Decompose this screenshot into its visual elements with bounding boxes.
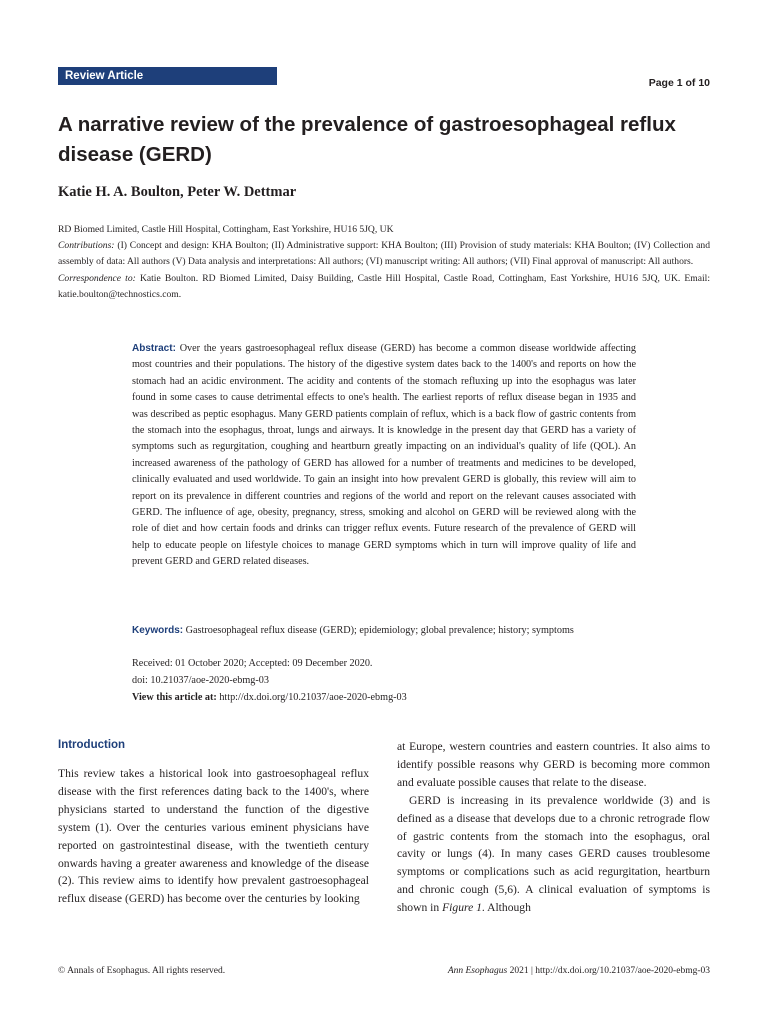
body-column-right [397,738,710,917]
received-date: Received: 01 October 2020; Accepted: 09 December 2020. [132,658,373,669]
abstract [132,341,636,571]
intro-paragraph-3-text-b: . Although [481,901,531,915]
doi: doi: 10.21037/aoe-2020-ebmg-03 [132,674,269,686]
article-title: A narrative review of the prevalence of gastroesophageal reflux disease (GERD) [58,113,676,166]
intro-paragraph-3 [397,792,710,917]
view-article [132,690,636,707]
contributions-label: Contributions: [58,240,115,252]
page-number: Page 1 of 10 [648,77,710,89]
article-type-badge: Review Article [58,67,277,85]
authors: Katie H. A. Boulton, Peter W. Dettmar [58,184,297,200]
intro-paragraph-1: This review takes a historical look into gastroesophageal reflux disease with the first references dating back to the 1400's, where physicians started to understand the function of the digestive system (1). Over the centuries various eminent physicians have reported on gastrointestinal disease, with the twentieth century onwards having a greater awareness and knowledge of the disease (2). This review aims to identify how prevalent gastroesophageal reflux disease (GERD) has become over the centuries by looking [58,767,369,906]
keywords-label: Keywords: [132,625,184,636]
figure-1-link[interactable]: Figure 1 [442,901,482,915]
abstract-label: Abstract: [132,343,176,354]
footer-citation-text: 2021 | http://dx.doi.org/10.21037/aoe-2020-ebmg-03 [507,966,710,976]
correspondence-label: Correspondence to: [58,272,136,284]
footer-citation [448,966,710,976]
article-meta [132,656,636,706]
intro-paragraph-2: at Europe, western countries and eastern countries. It also aims to identify possible reasons why GERD is becoming more common and evaluate possible causes that relate to the disease. [397,740,710,789]
affiliation-block [58,222,710,303]
correspondence-text: Katie Boulton. RD Biomed Limited, Daisy Building, Castle Hill Hospital, Castle Road, Cottingham, East Yorkshire, HU16 5JQ, UK. Email: katie.boulton@technostics.com. [58,272,710,300]
view-label: View this article at: [132,691,217,703]
intro-paragraph-3-text-a: GERD is increasing in its prevalence worldwide (3) and is defined as a disease that develops due to a chronic retrograde flow of gastric contents from the stomach into the esophagus, oral cavity or lungs (4). In many cases GERD causes troublesome symptoms or complications such as acid regurgitation, heartburn and chronic cough (5,6). A clinical evaluation of symptoms is shown in [397,793,710,915]
abstract-text: Over the years gastroesophageal reflux disease (GERD) has become a common disease worldwide affecting most countries and their populations. The history of the digestive system dates back to the 1400's and reports on how the stomach had an acidic environment. The acidity and contents of the stomach refluxing up into the esophagus was later found in some cases to cause detrimental effects to one's health. The earliest reports of reflux disease began in 1935 and was described as peptic esophagus. Many GERD patients complain of reflux, which is a back flow of gastric contents from the stomach into the esophagus, throat, lungs and airways. It is knowledge in the present day that GERD has a variety of symptoms such as regurgitation, coughing and heartburn greatly impacting on an individual's quality of life (QOL). An increased awareness of the pathology of GERD has allowed for a number of treatments and medicines to be developed, clinically evaluated and used worldwide. To gain an insight into how prevalent GERD is globally, this review will aim to report on its prevalence in different countries and regions of the world and report on the relevant causes associated with GERD. The influence of age, obesity, pregnancy, stress, smoking and alcohol on GERD will be reviewed along with the role of diet and how certain foods and drinks can trigger reflux events. Future research of the prevalence of GERD will help to educate people on lifestyle choices to manage GERD symptoms which in turn will improve quality of life and prevent GERD and GERD related diseases. [132,343,636,568]
section-heading-introduction: Introduction [58,739,126,751]
footer-copyright: © Annals of Esophagus. All rights reserved. [58,966,226,976]
correspondence [58,271,710,303]
keywords-text: Gastroesophageal reflux disease (GERD); epidemiology; global prevalence; history; symptoms [185,625,574,636]
contributions [58,238,710,270]
footer-journal: Ann Esophagus [447,966,508,976]
view-url-link[interactable]: http://dx.doi.org/10.21037/aoe-2020-ebmg-03 [219,691,407,703]
body-column-left [58,765,369,908]
affiliation: RD Biomed Limited, Castle Hill Hospital, Cottingham, East Yorkshire, HU16 5JQ, UK [58,224,394,235]
keywords [132,623,636,639]
contributions-text: (I) Concept and design: KHA Boulton; (II) Administrative support: KHA Boulton; (III) Provision of study materials: KHA Boulton; (IV) Collection and assembly of data: All authors (V) Data analysis and interpretations: All authors; (VI) manuscript writing: All authors; (VII) Final approval of manuscript: All authors. [58,240,710,268]
